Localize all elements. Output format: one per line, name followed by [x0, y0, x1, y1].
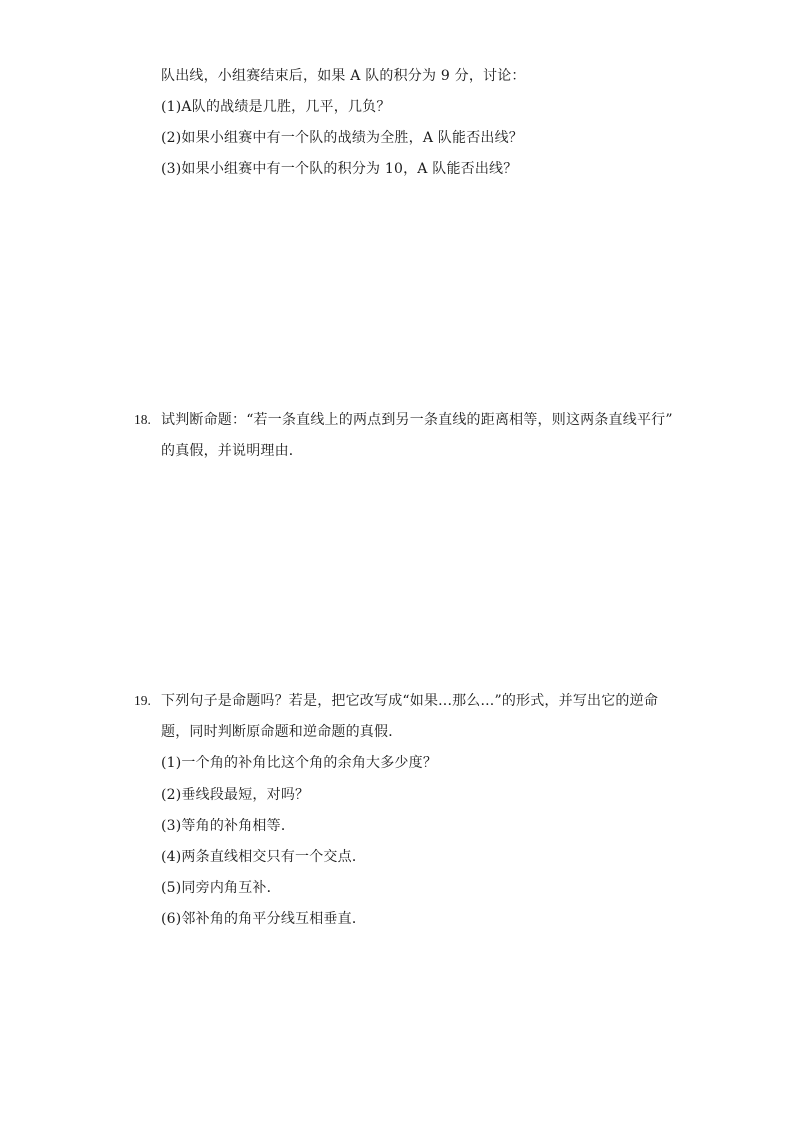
q18-line-1: 试判断命题：“若一条直线上的两点到另一条直线的距离相等，则这两条直线平行”	[161, 412, 673, 428]
q17-part-3: (3)如果小组赛中有一个队的积分为 10，A 队能否出线？	[161, 161, 518, 177]
q18-line-2: 的真假，并说明理由．	[161, 443, 303, 459]
q19-part-3: (3)等角的补角相等．	[161, 818, 296, 834]
q19-part-6: (6)邻补角的角平分线互相垂直．	[161, 911, 367, 927]
q18-number: 18.	[134, 412, 151, 427]
q17-intro: 队出线，小组赛结束后，如果 A 队的积分为 9 分，讨论：	[161, 68, 526, 84]
q19-part-1: (1)一个角的补角比这个角的余角大多少度？	[161, 755, 438, 771]
q19-line-2: 题，同时判断原命题和逆命题的真假．	[161, 724, 403, 740]
q17-part-2: (2)如果小组赛中有一个队的战绩为全胜，A 队能否出线？	[161, 130, 523, 146]
q19-part-2: (2)垂线段最短，对吗？	[161, 787, 310, 803]
q17-part-1: (1)A队的战绩是几胜，几平，几负？	[161, 99, 391, 115]
q19-part-4: (4)两条直线相交只有一个交点．	[161, 849, 367, 865]
q19-line-1: 下列句子是命题吗？若是，把它改写成“如果...那么...”的形式，并写出它的逆命	[161, 693, 659, 709]
q19-part-5: (5)同旁内角互补．	[161, 880, 281, 896]
q19-number: 19.	[134, 693, 151, 708]
